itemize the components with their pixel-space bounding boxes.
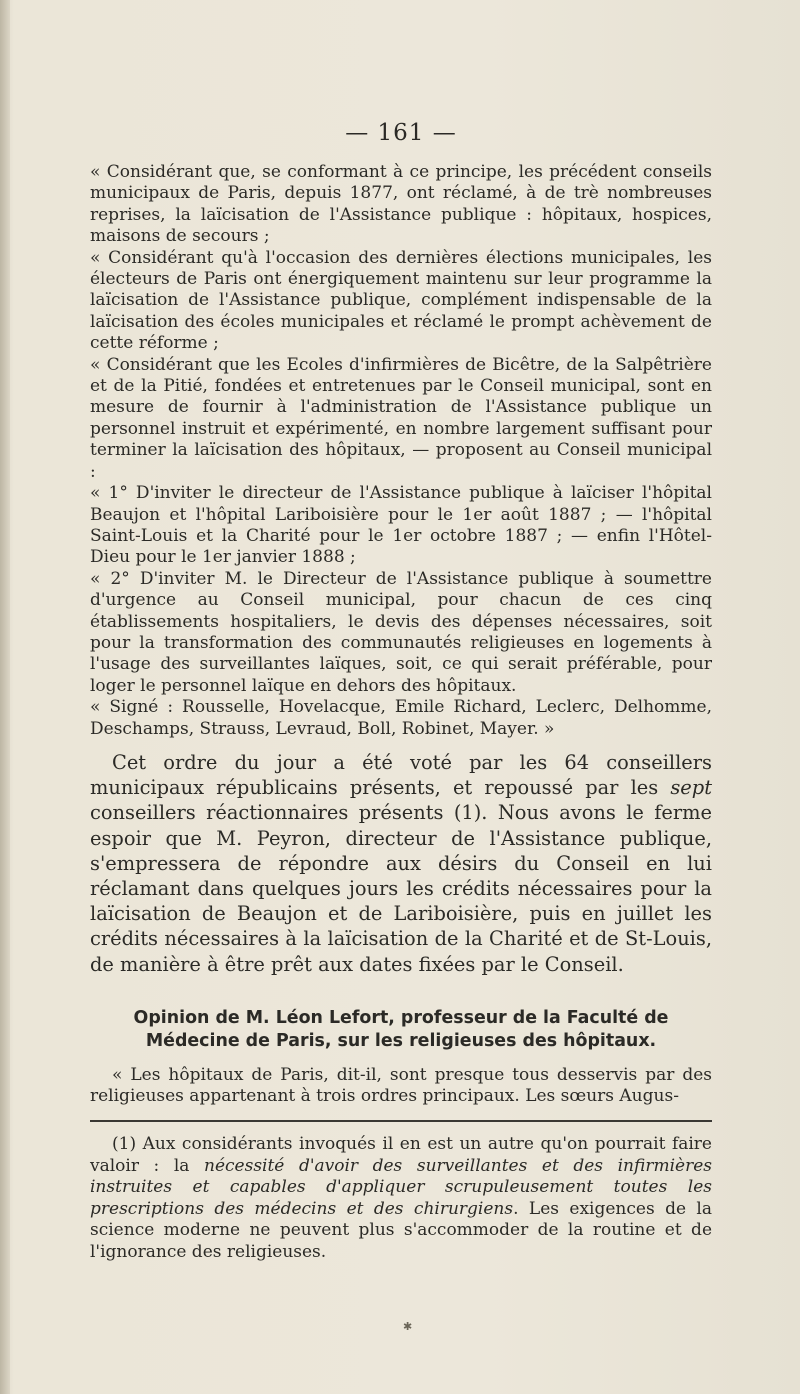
resolution-paragraph: « Signé : Rousselle, Hovelacque, Emile Richard, Leclerc, Delhomme, Deschamps, Strauss, Levraud, Boll, Robinet, Mayer. »: [90, 697, 712, 739]
section-heading: Opinion de M. Léon Lefort, professeur de la Faculté de Médecine de Paris, sur les religieuses des hôpitaux.: [133, 1007, 669, 1051]
resolution-paragraph: « 2° D'inviter M. le Directeur de l'Assistance publique à soumettre d'urgence au Conseil municipal, pour chacun de ces cinq établissements hospitaliers, le devis des dépenses nécessaires, soit pour la transformation des communautés religieuses en logements à l'usage des surveillantes laïques, soit, ce qui serait préférable, pour loger le personnel laïque en dehors des hôpitaux.: [90, 568, 712, 696]
resolution-quote: [90, 162, 712, 740]
vote-text-part2: conseillers réactionnaires présents (1). Nous avons le ferme espoir que M. Peyron, directeur de l'Assistance publique, s'empressera de répondre aux désirs du Conseil en lui réclamant dans quelques jours les crédits nécessaires pour la laïcisation de Beaujon et de Lariboisière, puis en juillet les crédits nécessaires à la laïcisation de la Charité et de St-Louis, de manière à être prêt aux dates fixées par le Conseil.: [90, 801, 712, 976]
opinion-paragraph: « Les hôpitaux de Paris, dit-il, sont presque tous desservis par des religieuses appartenant à trois ordres principaux. Les sœurs Augus-: [90, 1064, 712, 1107]
vote-emphasis: sept: [670, 776, 712, 800]
vote-paragraph: [90, 750, 712, 977]
resolution-paragraph: « Considérant qu'à l'occasion des dernières élections municipales, les électeurs de Paris ont énergiquement maintenu sur leur programme la laïcisation de l'Assistance publique, complément indispensable de la laïcisation des écoles municipales et réclamé le prompt achèvement de cette réforme ;: [90, 247, 712, 354]
opinion-section: [90, 1065, 712, 1108]
resolution-paragraph: « 1° D'inviter le directeur de l'Assistance publique à laïciser l'hôpital Beaujon et l'hôpital Lariboisière pour le 1er août 1887 ; — l'hôpital Saint-Louis et la Charité pour le 1er octobre 1887 ; — enfin l'Hôtel-Dieu pour le 1er janvier 1888 ;: [90, 483, 712, 568]
footnote-emphasis: nécessité d'avoir des surveillantes et des infirmières instruites et capables d'appliquer scrupuleusement toutes les prescriptions des médecins et des chirurgiens: [90, 1155, 712, 1219]
text-column: [90, 118, 712, 1264]
footnote-part1: (1) Aux considérants invoqués il en est un autre qu'on pourrait faire valoir : la: [90, 1133, 712, 1176]
footnote-divider: [90, 1120, 712, 1122]
resolution-paragraph: « Considérant que les Ecoles d'infirmières de Bicêtre, de la Salpêtrière et de la Pitié, fondées et entretenues par le Conseil municipal, sont en mesure de fournir à l'administration de l'Assistance publique un personnel instruit et expérimenté, en nombre largement suffisant pour terminer la laïcisation des hôpitaux, — proposent au Conseil municipal :: [90, 354, 712, 482]
book-spine-shadow: [0, 0, 10, 1394]
footnote-part2: . Les exigences de la science moderne ne peuvent plus s'accommoder de la routine et de l'ignorance des religieuses.: [90, 1198, 712, 1262]
vote-text-part1: Cet ordre du jour a été voté par les 64 conseillers municipaux républicains présents, et repoussé par les: [90, 750, 712, 800]
page-number: — 161 —: [345, 120, 457, 146]
printer-ornament-icon: ✱: [403, 1320, 413, 1333]
footnote: [90, 1134, 712, 1264]
resolution-paragraph: « Considérant que, se conformant à ce principe, les précédent conseils municipaux de Paris, depuis 1877, ont réclamé, à de trè nombreuses reprises, la laïcisation de l'Assistance publique : hôpitaux, hospices, maisons de secours ;: [90, 162, 712, 247]
